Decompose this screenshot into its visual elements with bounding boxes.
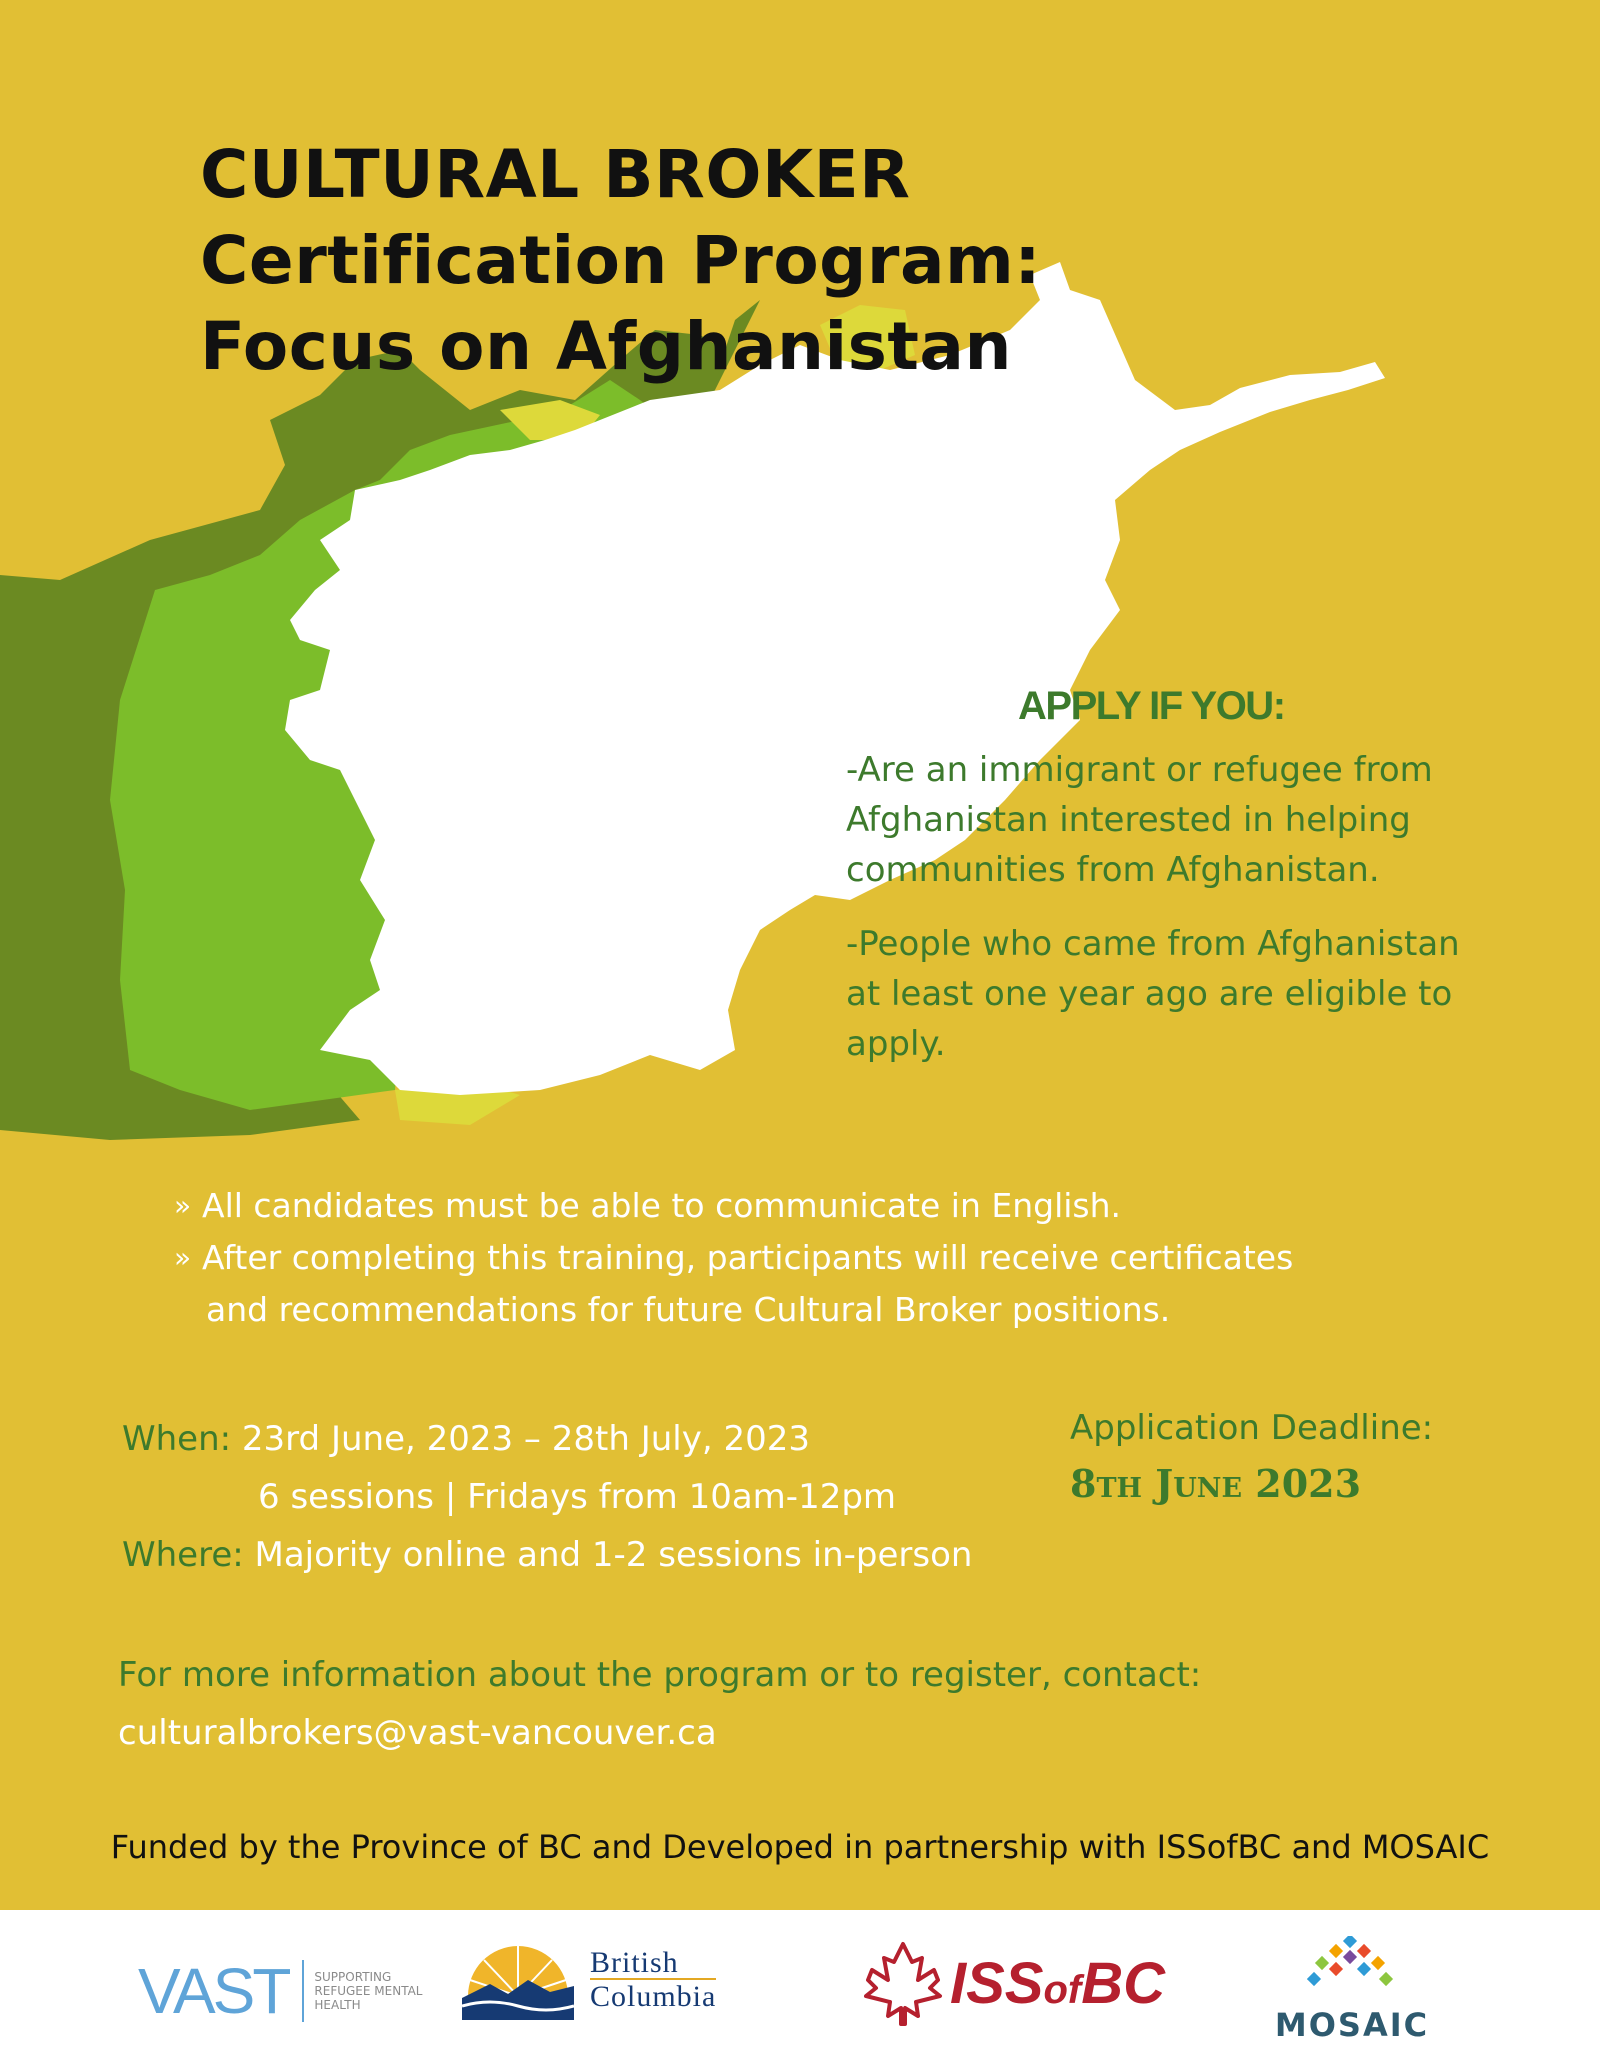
issofbc-wordmark: ISSofBC [950, 1950, 1166, 2016]
maple-leaf-icon [860, 1940, 946, 2026]
vast-divider [302, 1960, 304, 2022]
bc-name-line-2: Columbia [590, 1980, 717, 2013]
requirement-certificate-continued: and recommendations for future Cultural Broker positions. [206, 1290, 1171, 1329]
list-item [174, 1180, 1474, 1232]
where-value: Majority online and 1-2 sessions in-person [254, 1535, 973, 1575]
partner-logos-footer [0, 1910, 1600, 2071]
requirement-english: All candidates must be able to communicate in English. [202, 1186, 1122, 1225]
vast-tagline: SUPPORTING REFUGEE MENTAL HEALTH [314, 1970, 423, 2012]
page-title [200, 132, 1100, 390]
bc-name-line-1: British [590, 1946, 679, 1979]
contact-email-link[interactable]: culturalbrokers@vast-vancouver.ca [118, 1713, 717, 1753]
title-line-2: Certification Program: [200, 222, 1042, 299]
requirement-certificate: After completing this training, participants will receive certificates [202, 1238, 1294, 1277]
when-label: When: [122, 1419, 232, 1459]
apply-criteria [846, 745, 1466, 1069]
deadline-date: 8th June 2023 [1070, 1461, 1362, 1506]
mosaic-tiles-icon [1307, 1936, 1397, 1998]
apply-criterion-1: -Are an immigrant or refugee from Afghanistan interested in helping communities from Afghanistan. [846, 750, 1433, 890]
mosaic-wordmark: MOSAIC [1274, 2006, 1430, 2044]
bullet-marker: » [174, 1189, 192, 1222]
deadline-block [1070, 1400, 1433, 1512]
requirements-list [174, 1180, 1474, 1336]
contact-block [118, 1646, 1201, 1762]
deadline-label: Application Deadline: [1070, 1408, 1434, 1448]
issofbc-logo [860, 1940, 1165, 2026]
title-line-1: CULTURAL BROKER [200, 136, 911, 213]
schedule-block [122, 1410, 972, 1584]
bullet-marker: » [174, 1241, 192, 1274]
funding-statement: Funded by the Province of BC and Developed in partnership with ISSofBC and MOSAIC [110, 1828, 1490, 1866]
where-label: Where: [122, 1535, 244, 1575]
vast-logo [138, 1954, 424, 2028]
vast-wordmark: VAST [138, 1955, 289, 2027]
title-line-3: Focus on Afghanistan [200, 308, 1012, 385]
mosaic-logo [1262, 1936, 1442, 2044]
contact-text: For more information about the program or to register, contact: [118, 1655, 1202, 1695]
when-value: 23rd June, 2023 – 28th July, 2023 [241, 1419, 810, 1459]
bc-sunrise-icon [462, 1940, 574, 2020]
apply-heading: APPLY IF YOU: [1018, 684, 1285, 728]
list-item [174, 1232, 1474, 1284]
apply-criterion-2: -People who came from Afghanistan at least one year ago are eligible to apply. [846, 924, 1460, 1064]
british-columbia-logo [462, 1940, 716, 2020]
sessions-info: 6 sessions | Fridays from 10am-12pm [258, 1477, 897, 1517]
